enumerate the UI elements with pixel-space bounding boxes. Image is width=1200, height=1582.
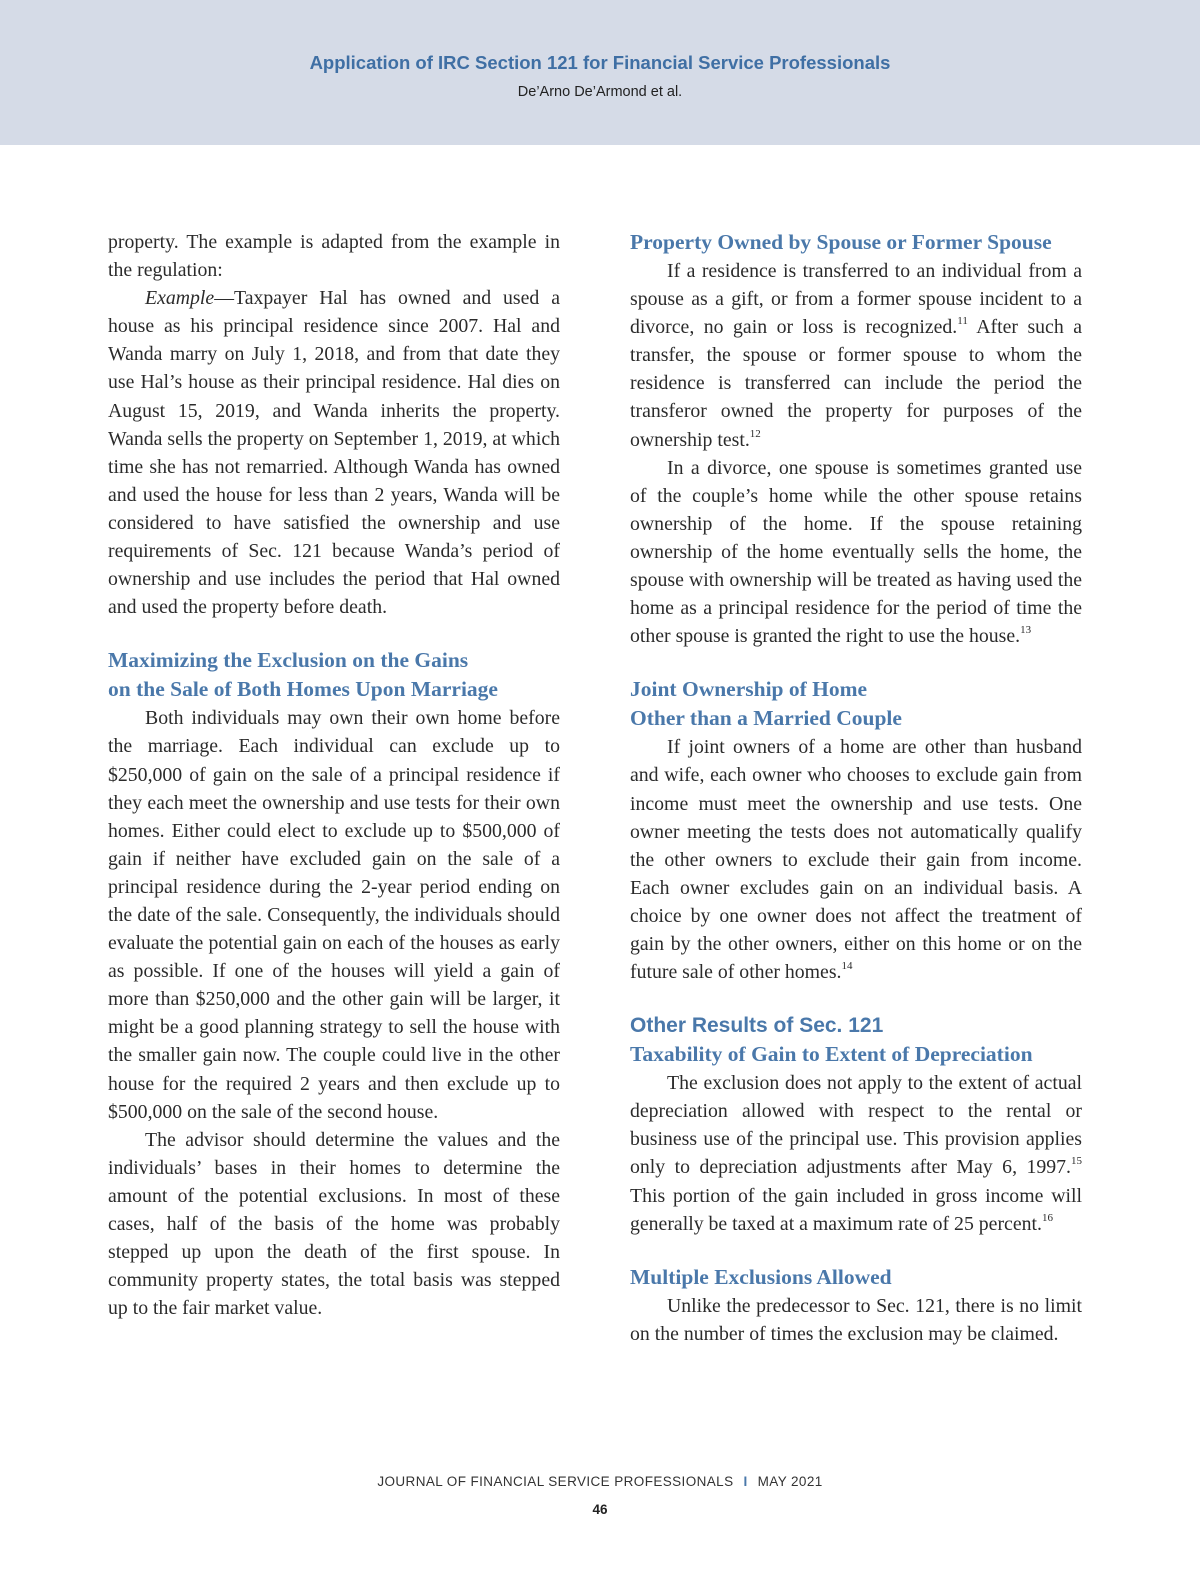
footnote-ref: 13: [1020, 624, 1032, 637]
section-heading: Property Owned by Spouse or Former Spouse: [630, 230, 1052, 254]
example-label: Example: [145, 287, 215, 310]
paragraph: Unlike the predecessor to Sec. 121, there is no limit on the number of times the exclusion may be claimed.: [630, 1294, 1082, 1345]
running-title: Application of IRC Section 121 for Financial Service Professionals: [309, 52, 891, 73]
paragraph: Both individuals may own their own home before the marriage. Each individual can exclude up to $250,000 of gain on the sale of a principal residence if they each meet the ownership and use tests for their own homes. Either could elect to exclude up to $500,000 of gain if neither have excluded gain on the sale of a principal residence during the 2-year period ending on the date of the sale. Consequently, the individuals should evaluate the potential gain on each of the houses as early as possible. If one of the houses will yield a gain of more than $250,000 and the other gain will be larger, it might be a good planning strategy to sell the house with the smaller gain now. The couple could live in the other house for the required 2 years and then exclude up to $500,000 on the sale of the second house.: [108, 707, 560, 1123]
issue-date: MAY 2021: [757, 1474, 823, 1489]
heading-line: Maximizing the Exclusion on the Gains: [108, 648, 469, 673]
paragraph: [630, 257, 1082, 454]
footnote-ref: 14: [841, 960, 853, 973]
paragraph-text: After such a transfer, the spouse or former spouse to whom the residence is transferred can include the period the transferor owned the property for purposes of the ownership test.: [630, 316, 1082, 451]
page-footer: [0, 1474, 1200, 1489]
footer-separator: I: [743, 1474, 748, 1489]
paragraph-text: In a divorce, one spouse is sometimes granted use of the couple’s home while the other spouse retains ownership of the home. If the spouse retaining ownership of the home eventually sells the home, the spouse with ownership will be treated as having used the home as a principal residence for the period of time the other spouse is granted the right to use the house.: [630, 456, 1082, 648]
left-column: [108, 228, 560, 1322]
example-text: —Taxpayer Hal has owned and used a house as his principal residence since 2007. Hal and Wanda marry on July 1, 2018, and from that date they use Hal’s house as their principal residence. Hal dies on August 15, 2019, and Wanda inherits the property. Wanda sells the property on September 1, 2019, at which time she has not remarried. Although Wanda has owned and used the house for less than 2 years, Wanda will be considered to have satisfied the ownership and use requirements of Sec. 121 because Wanda’s period of ownership and use includes the period that Hal owned and used the property before death.: [108, 287, 560, 619]
journal-name: JOURNAL OF FINANCIAL SERVICE PROFESSIONALS: [377, 1474, 734, 1489]
running-authors: De’Arno De’Armond et al.: [517, 84, 683, 100]
section-heading: [630, 675, 1082, 733]
heading-line: Joint Ownership of Home: [630, 677, 868, 702]
section-heading: Taxability of Gain to Extent of Depreciation: [630, 1042, 1033, 1067]
example-paragraph: [108, 284, 560, 621]
paragraph: [630, 733, 1082, 986]
heading-line: Other than a Married Couple: [630, 706, 902, 731]
major-heading: Other Results of Sec. 121: [630, 1014, 884, 1038]
right-column: [630, 228, 1082, 1348]
paragraph: [630, 1069, 1082, 1238]
paragraph-text: If a residence is transferred to an individual from a spouse as a gift, or from a former spouse incident to a divorce, no gain or loss is recognized.: [630, 260, 1082, 339]
heading-line: on the Sale of Both Homes Upon Marriage: [108, 677, 498, 702]
section-heading: Multiple Exclusions Allowed: [630, 1264, 892, 1289]
paragraph-text: If joint owners of a home are other than husband and wife, each owner who chooses to exclude gain from income must meet the ownership and use tests. One owner meeting the tests does not automatically qualify the other owners to exclude their gain from income. Each owner excludes gain on an individual basis. A choice by one owner does not affect the treatment of gain by the other owners, either on this home or on the future sale of other homes.: [630, 736, 1082, 984]
footnote-ref: 11: [957, 315, 968, 328]
footnote-ref: 15: [1071, 1155, 1082, 1168]
page-number: 46: [592, 1502, 608, 1517]
footnote-ref: 12: [749, 427, 761, 440]
paragraph-text: The exclusion does not apply to the extent of actual depreciation allowed with respect to the rental or business use of the principal use. This provision applies only to depreciation adjustments after May 6, 1997.: [630, 1072, 1082, 1179]
paragraph: [630, 454, 1082, 651]
page-header: [0, 0, 1200, 145]
section-heading: [108, 646, 560, 704]
paragraph: property. The example is adapted from the example in the regulation:: [108, 231, 560, 282]
footnote-ref: 16: [1041, 1211, 1053, 1224]
paragraph: The advisor should determine the values and the individuals’ bases in their homes to determine the amount of the potential exclusions. In most of these cases, half of the basis of the home was probably stepped up upon the death of the first spouse. In community property states, the total basis was stepped up to the fair market value.: [108, 1128, 560, 1320]
paragraph-text: This portion of the gain included in gross income will generally be taxed at a maximum rate of 25 percent.: [630, 1184, 1082, 1235]
